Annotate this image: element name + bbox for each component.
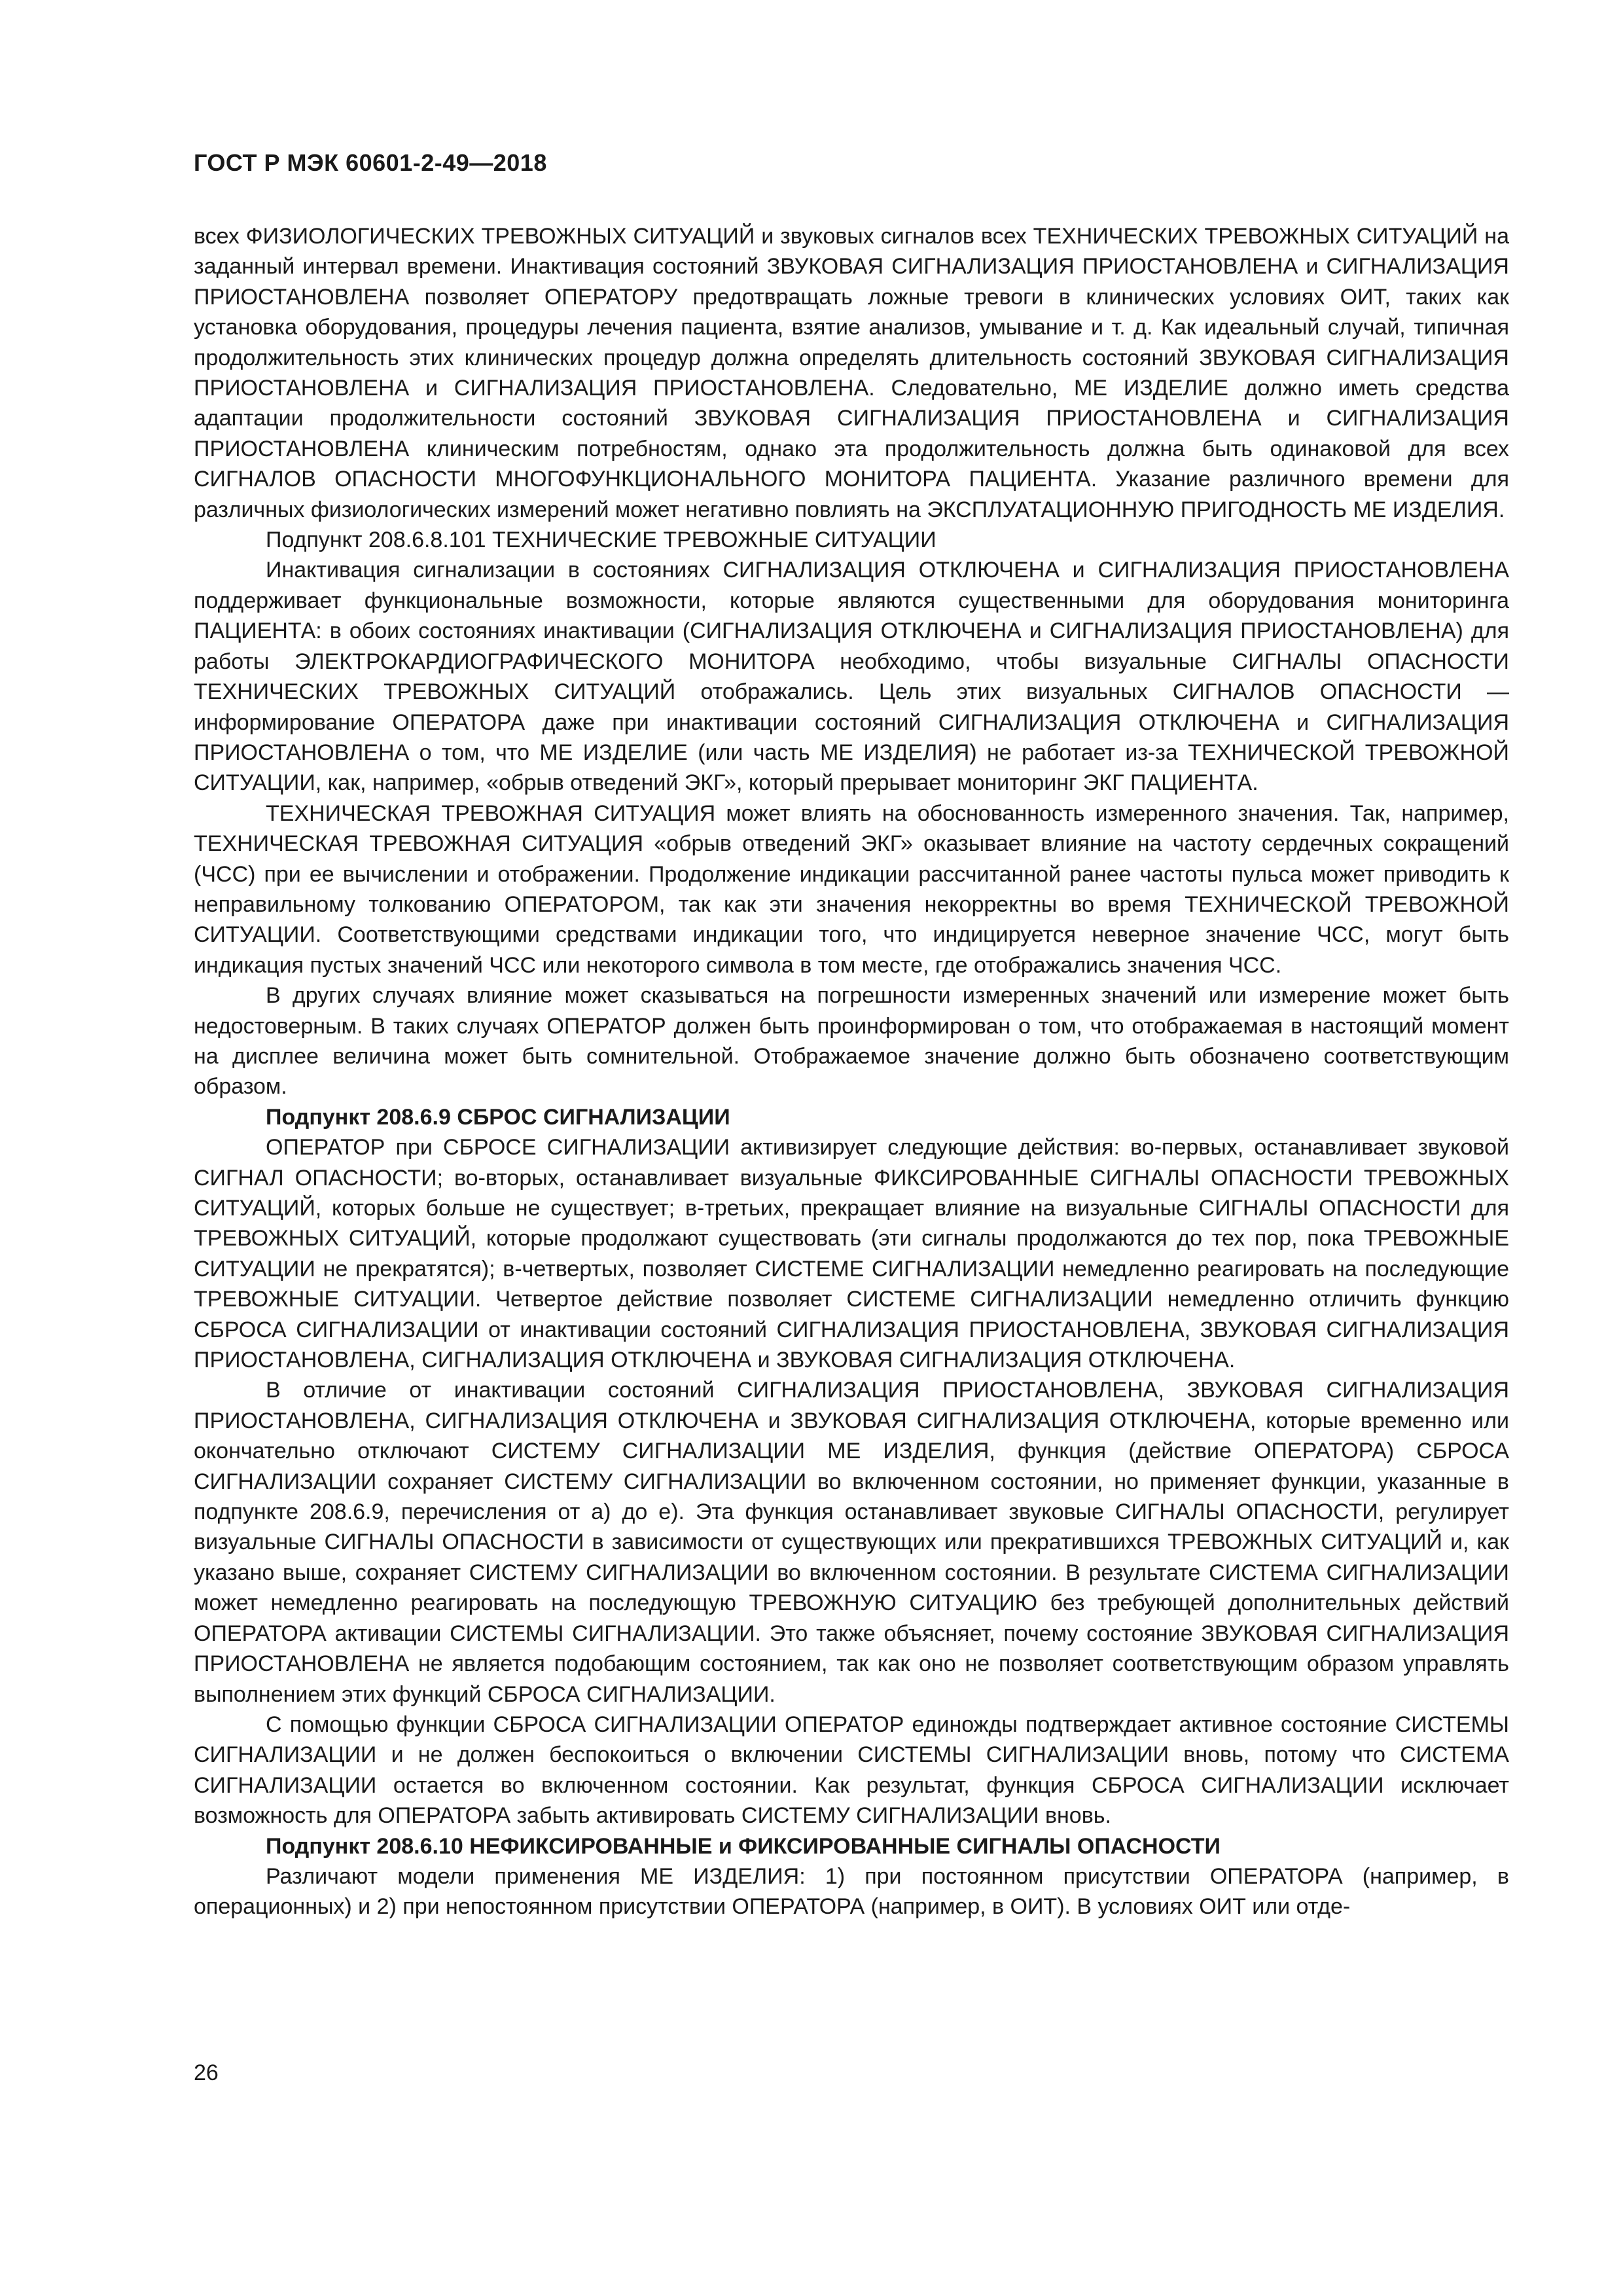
paragraph: В отличие от инактивации состояний СИГНАЛИЗАЦИЯ ПРИОСТАНОВЛЕНА, ЗВУКОВАЯ СИГНАЛИЗАЦИЯ ПРИОСТАНОВЛЕНА, СИГНАЛИЗАЦИЯ ОТКЛЮЧЕНА и ЗВУКОВАЯ СИГНАЛИЗАЦИЯ ОТКЛЮЧЕНА, которые временно или окончательно отключают СИСТЕМУ СИГНАЛИЗАЦИИ МЕ ИЗДЕЛИЯ, функция (действие ОПЕРАТОРА) СБРОСА СИГНАЛИЗАЦИИ сохраняет СИСТЕМУ СИГНАЛИЗАЦИИ во включенном состоянии, но применяет функции, указанные в подпункте 208.6.9, перечисления от а) до е). Эта функция останавливает звуковые СИГНАЛЫ ОПАСНОСТИ, регулирует визуальные СИГНАЛЫ ОПАСНОСТИ в зависимости от существующих или прекратившихся ТРЕВОЖНЫХ СИТУАЦИЙ и, как указано выше, сохраняет СИСТЕМУ СИГНАЛИЗАЦИИ во включенном состоянии. В результате СИСТЕМА СИГНАЛИЗАЦИИ может немедленно реагировать на последующую ТРЕВОЖНУЮ СИТУАЦИЮ без требующей дополнительных действий ОПЕРАТОРА активации СИСТЕМЫ СИГНАЛИЗАЦИИ. Это также объясняет, почему состояние ЗВУКОВАЯ СИГНАЛИЗАЦИЯ ПРИОСТАНОВЛЕНА не является подобающим состоянием, так как оно не позволяет соответствующим образом управлять выполнением этих функций СБРОСА СИГНАЛИЗАЦИИ. — [194, 1378, 1509, 1707]
paragraph: ОПЕРАТОР при СБРОСЕ СИГНАЛИЗАЦИИ активизирует следующие действия: во-первых, останавливает звуковой СИГНАЛ ОПАСНОСТИ; во-вторых, останавливает визуальные ФИКСИРОВАННЫЕ СИГНАЛЫ ОПАСНОСТИ ТРЕВОЖНЫХ СИТУАЦИЙ, которых больше не существует; в-третьих, прекращает влияние на визуальные СИГНАЛЫ ОПАСНОСТИ для ТРЕВОЖНЫХ СИТУАЦИЙ, которые продолжают существовать (эти сигналы продолжаются до тех пор, пока ТРЕВОЖНЫЕ СИТУАЦИИ не прекратятся); в-четвертых, позволяет СИСТЕМЕ СИГНАЛИЗАЦИИ немедленно реагировать на последующие ТРЕВОЖНЫЕ СИТУАЦИИ. Четвертое действие позволяет СИСТЕМЕ СИГНАЛИЗАЦИИ немедленно отличить функцию СБРОСА СИГНАЛИЗАЦИИ от инактивации состояний СИГНАЛИЗАЦИЯ ПРИОСТАНОВЛЕНА, ЗВУКОВАЯ СИГНАЛИЗАЦИЯ ПРИОСТАНОВЛЕНА, СИГНАЛИЗАЦИЯ ОТКЛЮЧЕНА и ЗВУКОВАЯ СИГНАЛИЗАЦИЯ ОТКЛЮЧЕНА. — [194, 1135, 1509, 1373]
subsection-heading-208-6-10: Подпункт 208.6.10 НЕФИКСИРОВАННЫЕ и ФИКСИРОВАННЫЕ СИГНАЛЫ ОПАСНОСТИ — [266, 1833, 1221, 1859]
page-number: 26 — [194, 2060, 219, 2085]
paragraph: В других случаях влияние может сказываться на погрешности измеренных значений или измерение может быть недостоверным. В таких случаях ОПЕРАТОР должен быть проинформирован о том, что отображаемая в настоящий момент на дисплее величина может быть сомнительной. Отображаемое значение должно быть обозначено соответствующим образом. — [194, 983, 1509, 1100]
subsection-heading-208-6-8-101: Подпункт 208.6.8.101 ТЕХНИЧЕСКИЕ ТРЕВОЖНЫЕ СИТУАЦИИ — [266, 528, 936, 553]
paragraph: Различают модели применения МЕ ИЗДЕЛИЯ: 1) при постоянном присутствии ОПЕРАТОРА (например, в операционных) и 2) при непостоянном присутствии ОПЕРАТОРА (например, в ОИТ). В условиях ОИТ или отде- — [194, 1863, 1509, 1920]
paragraph: ТЕХНИЧЕСКАЯ ТРЕВОЖНАЯ СИТУАЦИЯ может влиять на обоснованность измеренного значения. Так, например, ТЕХНИЧЕСКАЯ ТРЕВОЖНАЯ СИТУАЦИЯ «обрыв отведений ЭКГ» оказывает влияние на частоту сердечных сокращений (ЧСС) при ее вычислении и отображении. Продолжение индикации рассчитанной ранее частоты пульса может приводить к неправильному толкованию ОПЕРАТОРОМ, так как эти значения некорректны во время ТЕХНИЧЕСКОЙ ТРЕВОЖНОЙ СИТУАЦИИ. Соответствующими средствами индикации того, что индицируется неверное значение ЧСС, могут быть индикация пустых значений ЧСС или некоторого символа в том месте, где отображались значения ЧСС. — [194, 800, 1509, 978]
paragraph: С помощью функции СБРОСА СИГНАЛИЗАЦИИ ОПЕРАТОР единожды подтверждает активное состояние СИСТЕМЫ СИГНАЛИЗАЦИИ и не должен беспокоиться о включении СИСТЕМЫ СИГНАЛИЗАЦИИ вновь, потому что СИСТЕМА СИГНАЛИЗАЦИИ остается во включенном состоянии. Как результат, функция СБРОСА СИГНАЛИЗАЦИИ исключает возможность для ОПЕРАТОРА забыть активировать СИСТЕМУ СИГНАЛИЗАЦИИ вновь. — [194, 1712, 1509, 1829]
document-body — [194, 221, 1509, 1922]
paragraph-continuation: всех ФИЗИОЛОГИЧЕСКИХ ТРЕВОЖНЫХ СИТУАЦИЙ и звуковых сигналов всех ТЕХНИЧЕСКИХ ТРЕВОЖНЫХ СИТУАЦИЙ на заданный интервал времени. Инактивация состояний ЗВУКОВАЯ СИГНАЛИЗАЦИЯ ПРИОСТАНОВЛЕНА и СИГНАЛИЗАЦИЯ ПРИОСТАНОВЛЕНА позволяет ОПЕРАТОРУ предотвращать ложные тревоги в клинических условиях ОИТ, таких как установка оборудования, процедуры лечения пациента, взятие анализов, умывание и т. д. Как идеальный случай, типичная продолжительность этих клинических процедур должна определять длительность состояний ЗВУКОВАЯ СИГНАЛИЗАЦИЯ ПРИОСТАНОВЛЕНА и СИГНАЛИЗАЦИЯ ПРИОСТАНОВЛЕНА. Следовательно, МЕ ИЗДЕЛИЕ должно иметь средства адаптации продолжительности состояний ЗВУКОВАЯ СИГНАЛИЗАЦИЯ ПРИОСТАНОВЛЕНА и СИГНАЛИЗАЦИЯ ПРИОСТАНОВЛЕНА клиническим потребностям, однако эта продолжительность должна быть одинаковой для всех СИГНАЛОВ ОПАСНОСТИ МНОГОФУНКЦИОНАЛЬНОГО МОНИТОРА ПАЦИЕНТА. Указание различного времени для различных физиологических измерений может негативно повлиять на ЭКСПЛУАТАЦИОННУЮ ПРИГОДНОСТЬ МЕ ИЗДЕЛИЯ. — [194, 224, 1509, 522]
standard-header: ГОСТ Р МЭК 60601-2-49—2018 — [194, 149, 547, 176]
paragraph: Инактивация сигнализации в состояниях СИГНАЛИЗАЦИЯ ОТКЛЮЧЕНА и СИГНАЛИЗАЦИЯ ПРИОСТАНОВЛЕНА поддерживает функциональные возможности, которые являются существенными для оборудования мониторинга ПАЦИЕНТА: в обоих состояниях инактивации (СИГНАЛИЗАЦИЯ ОТКЛЮЧЕНА и СИГНАЛИЗАЦИЯ ПРИОСТАНОВЛЕНА) для работы ЭЛЕКТРОКАРДИОГРАФИЧЕСКОГО МОНИТОРА необходимо, чтобы визуальные СИГНАЛЫ ОПАСНОСТИ ТЕХНИЧЕСКИХ ТРЕВОЖНЫХ СИТУАЦИЙ отображались. Цель этих визуальных СИГНАЛОВ ОПАСНОСТИ — информирование ОПЕРАТОРА даже при инактивации состояний СИГНАЛИЗАЦИЯ ОТКЛЮЧЕНА и СИГНАЛИЗАЦИЯ ПРИОСТАНОВЛЕНА о том, что МЕ ИЗДЕЛИЕ (или часть МЕ ИЗДЕЛИЯ) не работает из-за ТЕХНИЧЕСКОЙ ТРЕВОЖНОЙ СИТУАЦИИ, как, например, «обрыв отведений ЭКГ», который прерывает мониторинг ЭКГ ПАЦИЕНТА. — [194, 558, 1509, 796]
subsection-heading-208-6-9: Подпункт 208.6.9 СБРОС СИГНАЛИЗАЦИИ — [266, 1104, 730, 1130]
